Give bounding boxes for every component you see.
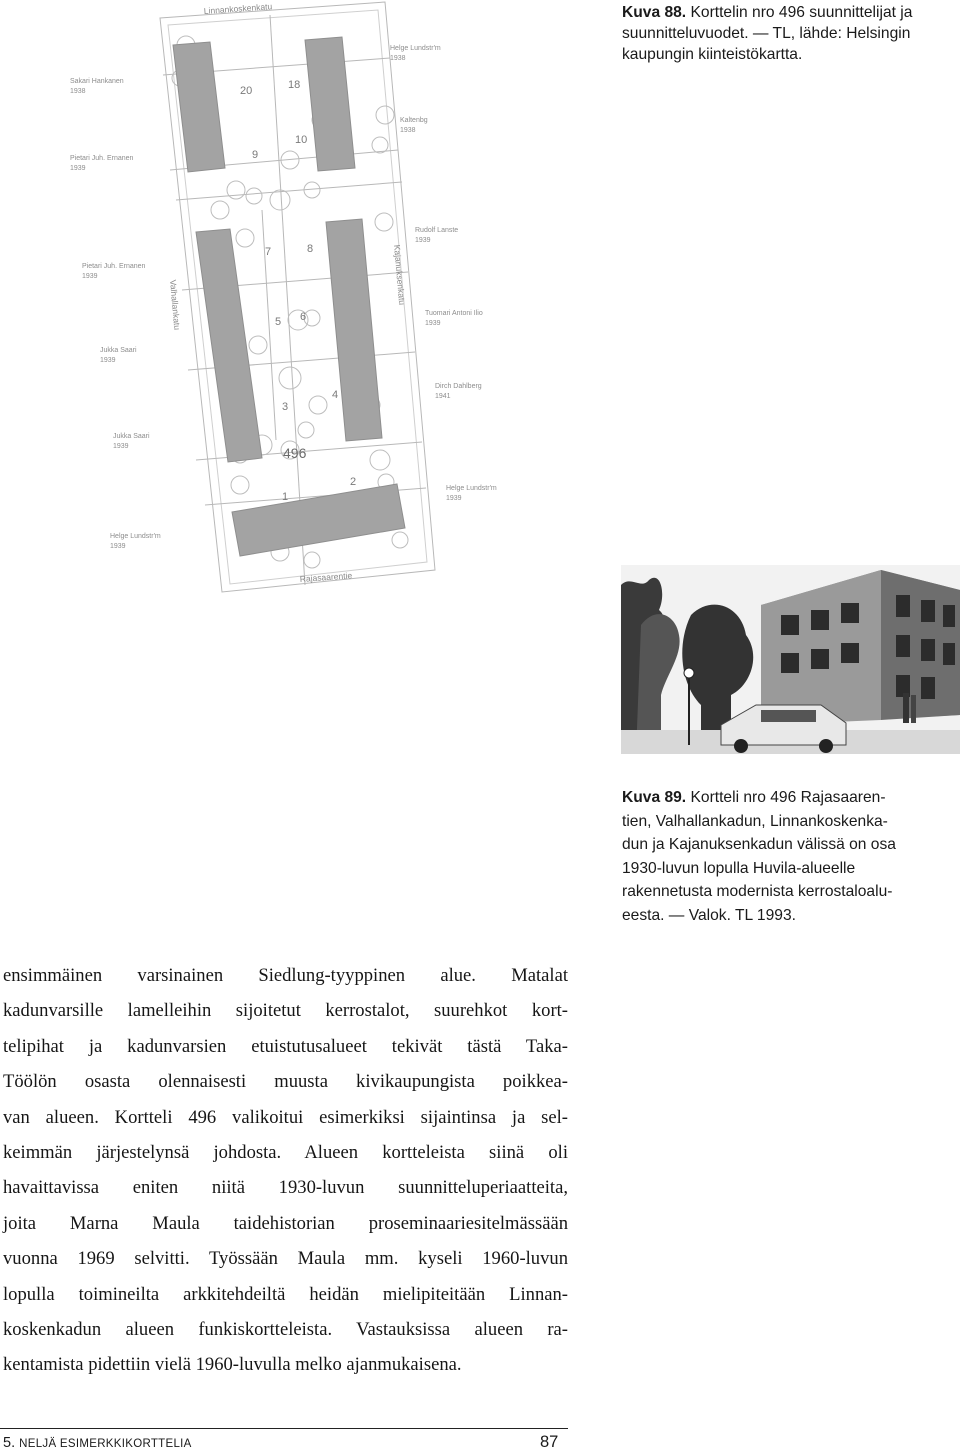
svg-text:Sakari Hankanen: Sakari Hankanen — [70, 78, 124, 85]
svg-text:Tuomari Antoni Ilio: Tuomari Antoni Ilio — [425, 310, 483, 317]
svg-text:Jukka Saari: Jukka Saari — [113, 433, 150, 440]
body-line: lopulla toimineilta arkkitehdeiltä heidän mielipiteitään Linnan- — [3, 1283, 568, 1305]
street-name-east: Kajanuksenkatu — [392, 244, 408, 306]
lot-number: 6 — [300, 311, 307, 323]
svg-text:Helge Lundstr'm: Helge Lundstr'm — [110, 533, 161, 540]
architect-label — [110, 533, 161, 550]
svg-text:1938: 1938 — [390, 55, 406, 62]
svg-text:Dirch Dahlberg: Dirch Dahlberg — [435, 383, 482, 390]
body-line: ensimmäinen varsinainen Siedlung-tyyppinen alue. Matalat — [3, 965, 568, 986]
lot-number: 4 — [332, 389, 339, 401]
architect-label — [446, 485, 497, 502]
svg-text:Helge Lundstr'm: Helge Lundstr'm — [390, 45, 441, 52]
figure-89-label: Kuva 89. — [622, 789, 687, 806]
street-name-north: Linnankoskenkatu — [203, 1, 273, 16]
svg-text:1939: 1939 — [70, 165, 86, 172]
body-line: joita Marna Maula taidehistorian proseminaariesitelmässään — [3, 1212, 568, 1234]
figure-89-caption — [622, 786, 957, 927]
lot-number: 3 — [282, 401, 289, 413]
body-line: koskenkadun alueen funkiskortteleista. Vastauksissa alueen ra- — [3, 1319, 568, 1341]
lot-number: 1 — [282, 491, 289, 503]
lot-number: 5 — [275, 316, 282, 328]
architect-label — [113, 433, 150, 450]
footer-section — [3, 1435, 192, 1451]
svg-text:1939: 1939 — [113, 443, 129, 450]
svg-text:Jukka Saari: Jukka Saari — [100, 347, 137, 354]
building-footprint — [326, 219, 382, 441]
block-number: 496 — [283, 445, 307, 461]
svg-text:1939: 1939 — [82, 273, 98, 280]
page-number: 87 — [540, 1433, 559, 1451]
architect-label — [390, 45, 441, 62]
building-footprint — [196, 229, 262, 462]
lot-number: 8 — [307, 243, 314, 255]
caption-line: tien, Valhallankadun, Linnankoskenka- — [622, 812, 888, 830]
caption-line: dun ja Kajanuksenkadun välissä on osa — [622, 836, 896, 853]
street-name-south: Rajasaarentie — [299, 570, 353, 584]
section-number: 5. — [3, 1435, 16, 1451]
body-line: keimmän järjestelynsä johdosta. Alueen kortteleista siinä oli — [3, 1142, 568, 1164]
svg-text:1938: 1938 — [400, 127, 416, 134]
body-line: telipihat ja kadunvarsien etuistutusalueet tekivät tästä Taka- — [3, 1035, 568, 1057]
body-line: vuonna 1969 selvitti. Työssään Maula mm. kyseli 1960-luvun — [3, 1248, 568, 1270]
caption-line: rakennetusta modernista kerrostaloalu- — [622, 883, 893, 900]
figure-88-label: Kuva 88. — [622, 4, 687, 21]
section-title: NELJÄ ESIMERKKIKORTTELIA — [19, 1438, 192, 1450]
architect-label — [70, 155, 134, 172]
caption-line: Kortteli nro 496 Rajasaaren- — [690, 789, 886, 806]
architect-label — [82, 263, 146, 280]
svg-text:Pietari Juh. Ernanen: Pietari Juh. Ernanen — [82, 263, 146, 270]
svg-text:1939: 1939 — [100, 357, 116, 364]
svg-text:Rudolf Lanste: Rudolf Lanste — [415, 227, 459, 234]
svg-text:Kaltenbg: Kaltenbg — [400, 117, 428, 124]
body-paragraph — [3, 958, 568, 1383]
building-photo — [621, 565, 960, 754]
svg-text:1941: 1941 — [435, 393, 451, 400]
footer-rule — [0, 1428, 568, 1429]
architect-label — [415, 227, 458, 244]
svg-text:Pietari Juh. Ernanen: Pietari Juh. Ernanen — [70, 155, 134, 162]
architect-label — [100, 347, 137, 364]
lot-number: 7 — [265, 246, 272, 258]
architect-label — [70, 78, 124, 95]
building-footprint — [173, 42, 225, 172]
body-line: kadunvarsille lamelleihin sijoitetut kerrostalot, suurehkot kort- — [3, 1000, 568, 1022]
lot-number: 10 — [295, 134, 308, 146]
architect-label — [425, 310, 483, 327]
architect-label — [400, 117, 428, 134]
lot-number: 20 — [240, 85, 253, 97]
building-footprint — [232, 484, 405, 556]
architect-label — [435, 383, 482, 400]
body-line: van alueen. Kortteli 496 valikoitui esimerkiksi sijaintinsa ja sel- — [3, 1106, 568, 1128]
lot-number: 9 — [252, 149, 259, 161]
block-site-plan — [0, 0, 600, 600]
figure-88-caption — [622, 2, 957, 65]
svg-text:Helge Lundstr'm: Helge Lundstr'm — [446, 485, 497, 492]
svg-text:1939: 1939 — [110, 543, 126, 550]
svg-text:1939: 1939 — [415, 237, 431, 244]
lot-number: 18 — [288, 79, 301, 91]
svg-text:1939: 1939 — [446, 495, 462, 502]
body-line: kentamista pidettiin vielä 1960-luvulla melko ajanmukaisena. — [3, 1354, 462, 1376]
body-line: havaittavissa eniten niitä 1930-luvun suunnitteluperiaatteita, — [3, 1177, 568, 1199]
svg-text:1938: 1938 — [70, 88, 86, 95]
figure-88-caption-text: Korttelin nro 496 suunnittelijat ja suunnitteluvuodet. — TL, lähde: Helsingin kaupungin kiinteistökartta. — [622, 4, 913, 63]
lot-number: 2 — [350, 476, 357, 488]
body-line: Töölön osasta olennaisesti muusta kivikaupungista poikkea- — [3, 1071, 568, 1093]
caption-line: eesta. — Valok. TL 1993. — [622, 906, 796, 924]
building-footprint — [305, 37, 355, 171]
svg-text:1939: 1939 — [425, 320, 441, 327]
caption-line: 1930-luvun lopulla Huvila-alueelle — [622, 859, 856, 877]
street-name-west: Valhallankatu — [168, 279, 183, 331]
